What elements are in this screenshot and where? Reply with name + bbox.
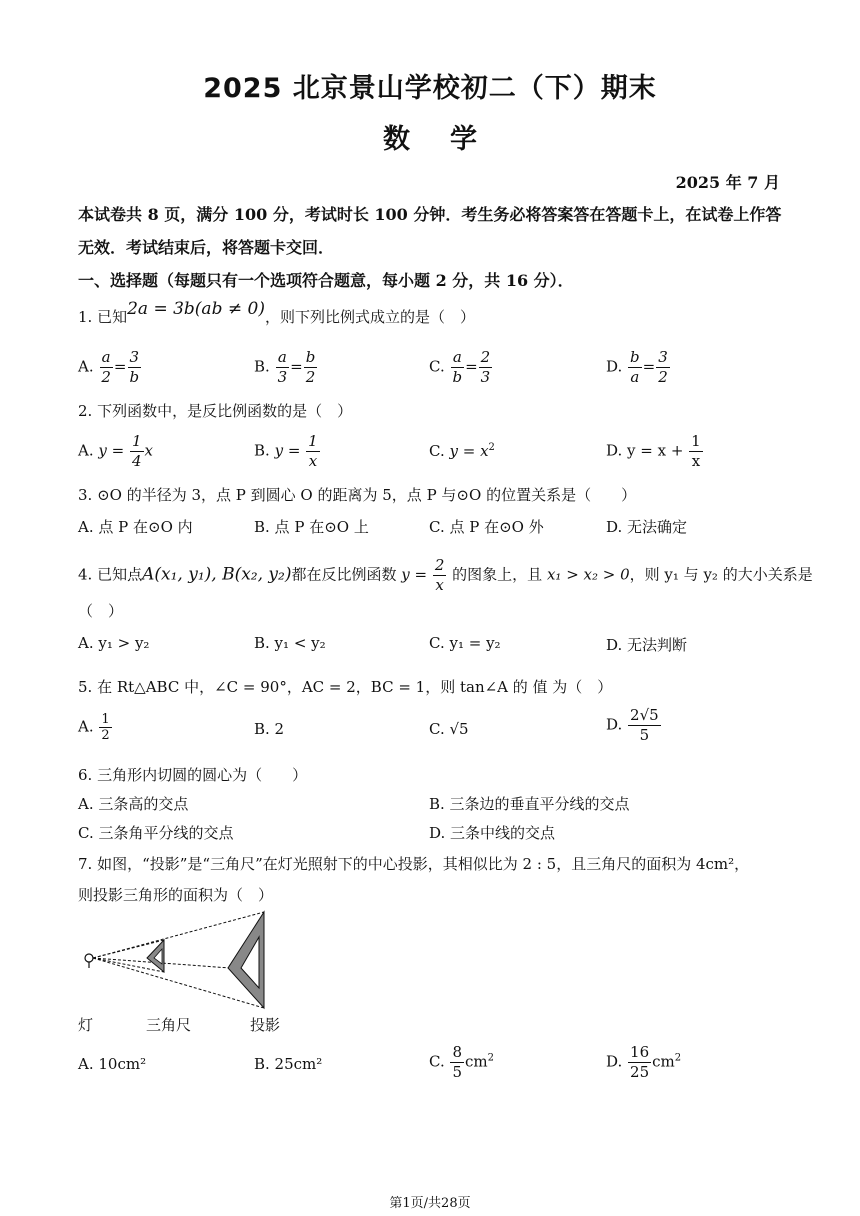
question-7-line2: 则投影三角形的面积为（ ） [78, 886, 274, 904]
exam-date: 2025 年 7 月 [675, 173, 780, 192]
question-7: 7. 如图，“投影”是“三角尺”在灯光照射下的中心投影，其相似比为 2 : 5，且三角尺的面积为 4cm²， [78, 855, 750, 873]
q4-option-d: D. 无法判断 [606, 636, 688, 654]
question-1: 1. 已知2a = 3b(ab ≠ 0)，则下列比例式成立的是（ ） [78, 299, 475, 326]
q1-option-c: C. $\frac{a}{b}$ = $\frac{2}{3}$ [429, 348, 491, 386]
section-heading: 一、选择题（每题只有一个选项符合题意，每小题 2 分，共 16 分）． [78, 271, 574, 290]
q7-option-b: B. 25cm² [254, 1055, 323, 1073]
q6-option-a: A. 三条高的交点 [78, 795, 189, 813]
q3-option-a: A. 点 P 在⊙O 内 [78, 518, 193, 536]
q2-option-d: D. y = x + $\frac{1}{x}$ [606, 432, 701, 470]
label-ruler: 三角尺 [146, 1016, 192, 1034]
projection-triangle [228, 912, 264, 1008]
q2-option-b: B. y = $\frac{1}{x}$ [254, 432, 318, 470]
q7-option-a: A. 10cm² [78, 1055, 147, 1073]
q5-option-c: C. √5 [429, 720, 469, 738]
intro-text: 本试卷共 8 页，满分 100 分，考试时长 100 分钟．考生务必将答案答在答题卡上，在试卷上作答无效．考试结束后，将答题卡交回． [78, 205, 782, 257]
subject-title: 数学 [383, 124, 517, 155]
q5-option-d: D. $\frac{2√5}{5}$ [606, 706, 659, 744]
question-3: 3. ⊙O 的半径为 3，点 P 到圆心 O 的距离为 5，点 P 与⊙O 的位置关系是（ ） [78, 486, 637, 504]
q6-option-d: D. 三条中线的交点 [429, 824, 556, 842]
q2-option-c: C. $y = x^2$ [429, 442, 495, 460]
q6-option-c: C. 三条角平分线的交点 [78, 824, 234, 842]
q1-option-a: A. $\frac{a}{2}$ = $\frac{3}{b}$ [78, 348, 140, 386]
q7-option-d: D. $\frac{16}{25}$ $cm^2$ [606, 1043, 682, 1081]
q7-option-c: C. $\frac{8}{5}$ $cm^2$ [429, 1043, 495, 1081]
label-projection: 投影 [250, 1016, 281, 1034]
small-triangle [147, 940, 164, 972]
page-footer: 第1页/共28页 [389, 1196, 471, 1211]
q1-option-b: B. $\frac{a}{3}$ = $\frac{b}{2}$ [254, 348, 316, 386]
q2-option-a: A. y = $\frac{1}{4}$ x [78, 432, 153, 470]
q4-option-c: C. y₁ = y₂ [429, 634, 501, 652]
q4-option-b: B. y₁ < y₂ [254, 634, 326, 652]
q4-answer-paren: （ ） [78, 602, 124, 620]
question-5: 5. 在 Rt△ABC 中，∠C = 90°，AC = 2，BC = 1，则 tan∠A 的 值 为（ ） [78, 678, 613, 696]
q1-option-d: D. $\frac{b}{a}$ = $\frac{3}{2}$ [606, 348, 668, 386]
question-4: 4. 已知点A(x₁, y₁), B(x₂, y₂)都在反比例函数 y = $\frac{2}{x}$ 的图象上，且 x₁ > x₂ > 0，则 y₁ 与 y₂ 的大小关系是 [78, 556, 813, 594]
q3-option-d: D. 无法确定 [606, 518, 688, 536]
q4-option-a: A. y₁ > y₂ [78, 634, 150, 652]
q5-option-b: B. 2 [254, 720, 285, 738]
q3-option-c: C. 点 P 在⊙O 外 [429, 518, 544, 536]
lamp-icon [85, 954, 93, 968]
projection-figure [78, 910, 308, 1020]
label-lamp: 灯 [78, 1016, 94, 1034]
question-6: 6. 三角形内切圆的圆心为（ ） [78, 766, 308, 784]
q5-option-a: A. $\frac{1}{2}$ [78, 712, 110, 743]
q3-option-b: B. 点 P 在⊙O 上 [254, 518, 369, 536]
question-2: 2. 下列函数中，是反比例函数的是（ ） [78, 402, 353, 420]
page-title: 2025 北京景山学校初二（下）期末 [203, 73, 657, 104]
q6-option-b: B. 三条边的垂直平分线的交点 [429, 795, 630, 813]
